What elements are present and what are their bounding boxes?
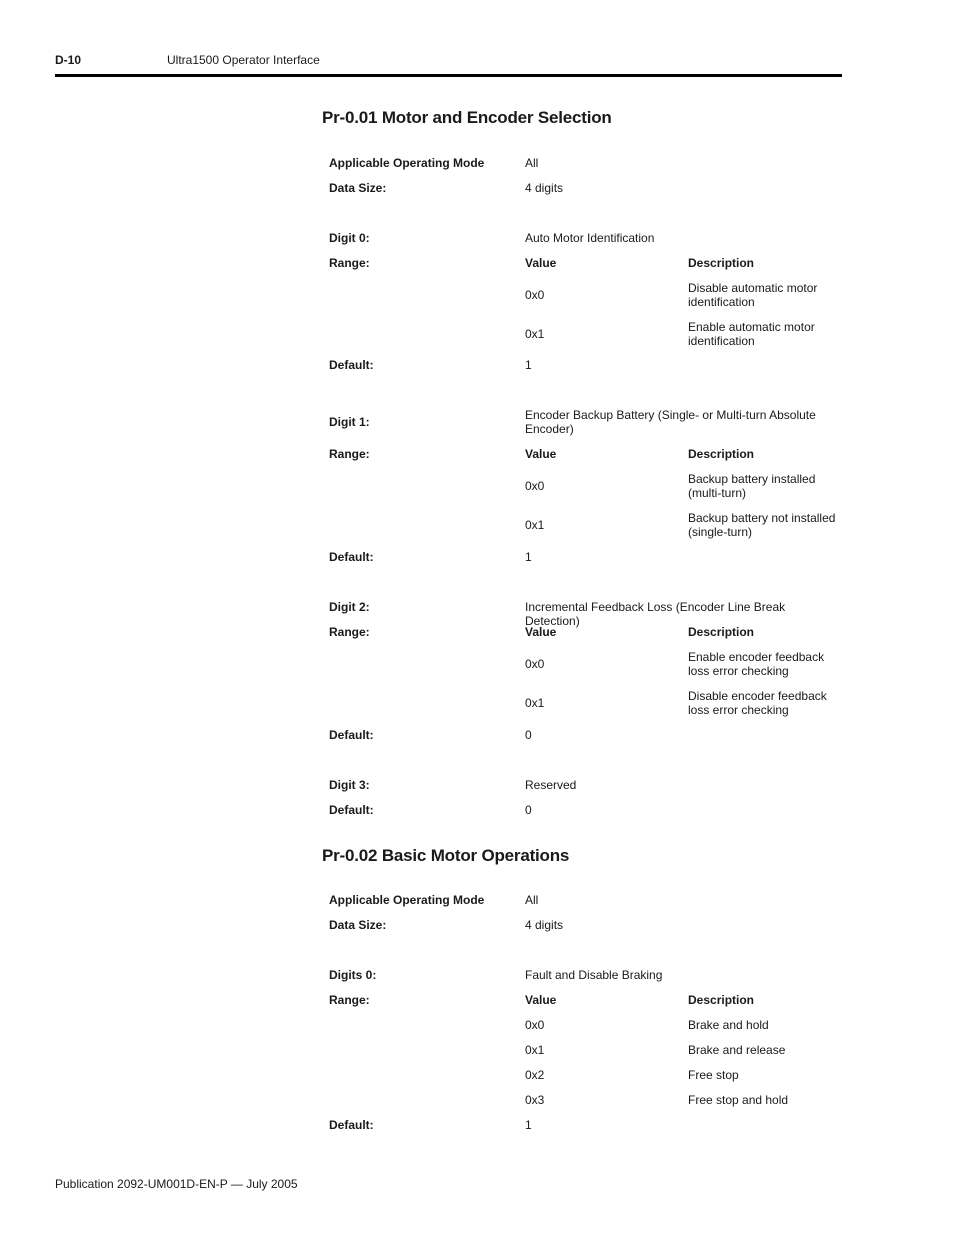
range-description: Disable automatic motor identification	[688, 281, 818, 309]
default-label: Default:	[329, 1118, 374, 1132]
value-header: Value	[525, 256, 557, 270]
data-size-label: Data Size:	[329, 918, 387, 932]
default-label: Default:	[329, 803, 374, 817]
range-value: 0x1	[525, 696, 545, 710]
default-value: 1	[525, 550, 532, 564]
digit-label: Digit 3:	[329, 778, 370, 792]
range-value: 0x0	[525, 288, 545, 302]
description-header: Description	[688, 447, 755, 461]
range-value: 0x1	[525, 518, 545, 532]
digit-label: Digit 1:	[329, 415, 370, 429]
page-number: D-10	[55, 53, 82, 67]
range-description: Brake and hold	[688, 1018, 769, 1032]
range-description: Backup battery not installed (single-turn)	[688, 511, 836, 539]
section-title-pr-0-02: Pr-0.02 Basic Motor Operations	[322, 846, 570, 865]
default-value: 0	[525, 803, 532, 817]
description-header: Description	[688, 256, 755, 270]
range-value: 0x0	[525, 657, 545, 671]
data-size-value: 4 digits	[525, 181, 564, 195]
mode-value: All	[525, 156, 539, 170]
default-value: 1	[525, 1118, 532, 1132]
digit-name: Auto Motor Identification	[525, 231, 655, 245]
digit-name: Encoder Backup Battery (Single- or Multi-turn Absolute Encoder)	[525, 408, 816, 436]
range-value: 0x0	[525, 479, 545, 493]
range-description: Enable automatic motor identification	[688, 320, 815, 348]
data-size-label: Data Size:	[329, 181, 387, 195]
digit-label: Digit 0:	[329, 231, 370, 245]
section-title-pr-0-01: Pr-0.01 Motor and Encoder Selection	[322, 108, 612, 127]
digit-label: Digit 2:	[329, 600, 370, 614]
range-value: 0x1	[525, 1043, 545, 1057]
publication-footer: Publication 2092-UM001D-EN-P — July 2005	[55, 1177, 298, 1191]
range-label: Range:	[329, 625, 370, 639]
range-description: Free stop and hold	[688, 1093, 789, 1107]
range-description: Enable encoder feedback loss error checking	[688, 650, 825, 678]
range-description: Backup battery installed (multi-turn)	[688, 472, 816, 500]
range-description: Brake and release	[688, 1043, 786, 1057]
value-header: Value	[525, 993, 557, 1007]
range-value: 0x0	[525, 1018, 545, 1032]
range-label: Range:	[329, 447, 370, 461]
mode-label: Applicable Operating Mode	[329, 156, 485, 170]
digit-label: Digits 0:	[329, 968, 377, 982]
range-label: Range:	[329, 256, 370, 270]
digit-name: Reserved	[525, 778, 577, 792]
data-size-value: 4 digits	[525, 918, 564, 932]
range-value: 0x2	[525, 1068, 545, 1082]
mode-label: Applicable Operating Mode	[329, 893, 485, 907]
default-label: Default:	[329, 550, 374, 564]
mode-value: All	[525, 893, 539, 907]
digit-name: Fault and Disable Braking	[525, 968, 663, 982]
default-label: Default:	[329, 728, 374, 742]
description-header: Description	[688, 625, 755, 639]
default-label: Default:	[329, 358, 374, 372]
range-value: 0x1	[525, 327, 545, 341]
range-description: Disable encoder feedback loss error checking	[688, 689, 827, 717]
running-title: Ultra1500 Operator Interface	[167, 53, 320, 67]
range-label: Range:	[329, 993, 370, 1007]
default-value: 0	[525, 728, 532, 742]
value-header: Value	[525, 447, 557, 461]
digit-name: Incremental Feedback Loss (Encoder Line Break Detection)	[525, 600, 786, 628]
range-description: Free stop	[688, 1068, 739, 1082]
default-value: 1	[525, 358, 532, 372]
header-rule	[55, 74, 842, 77]
value-header: Value	[525, 625, 557, 639]
range-value: 0x3	[525, 1093, 545, 1107]
description-header: Description	[688, 993, 755, 1007]
